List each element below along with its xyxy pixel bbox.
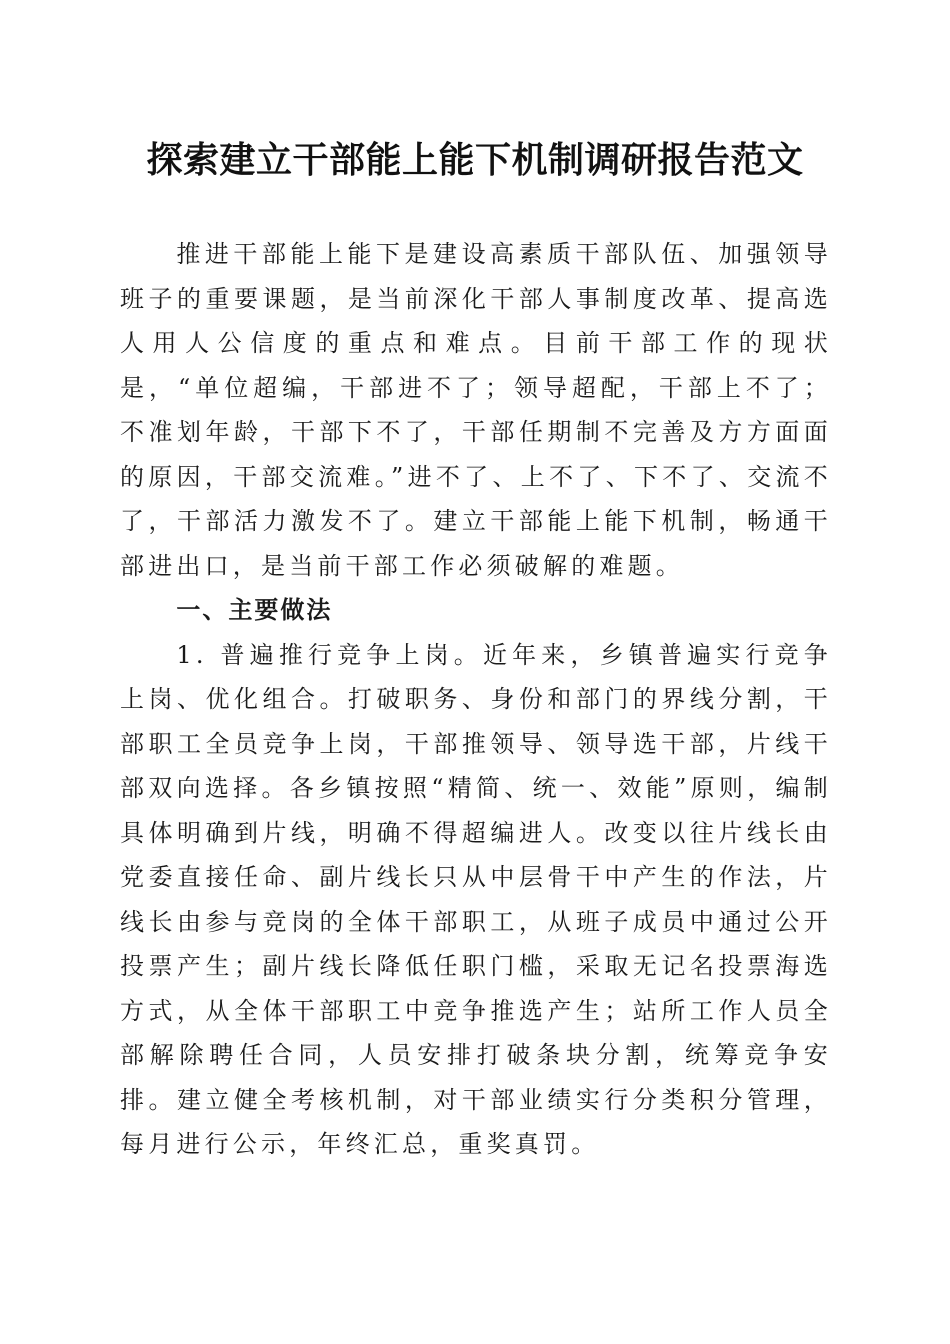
document-title: 探索建立干部能上能下机制调研报告范文 (146, 139, 804, 181)
section-paragraph: 1. 普遍推行竞争上岗。近年来，乡镇普遍实行竞争上岗、优化组合。打破职务、身份和部门的界线分割，干部职工全员竞争上岗，干部推领导、领导选干部，片线干部双向选择。各乡镇按照“精简、统一、效能”原则，编制具体明确到片线，明确不得超编进人。改变以往片线长由党委直接任命、副片线长只从中层骨干中产生的作法，片线长由参与竞岗的全体干部职工，从班子成员中通过公开投票产生；副片线长降低任职门槛，采取无记名投票海选方式，从全体干部职工中竞争推选产生；站所工作人员全部解除聘任合同，人员安排打破条块分割，统筹竞争安排。建立健全考核机制，对干部业绩实行分类积分管理，每月进行公示，年终汇总，重奖真罚。 (120, 640, 832, 1158)
section-heading: 一、主要做法 (176, 596, 333, 624)
intro-paragraph: 推进干部能上能下是建设高素质干部队伍、加强领导班子的重要课题，是当前深化干部人事制度改革、提高选人用人公信度的重点和难点。目前干部工作的现状是，“单位超编，干部进不了；领导超配，干部上不了；不准划年龄，干部下不了，干部任期制不完善及方方面面的原因，干部交流难。”进不了、上不了、下不了、交流不了，干部活力激发不了。建立干部能上能下机制，畅通干部进出口，是当前干部工作必须破解的难题。 (120, 240, 832, 580)
document-body (120, 232, 832, 1167)
